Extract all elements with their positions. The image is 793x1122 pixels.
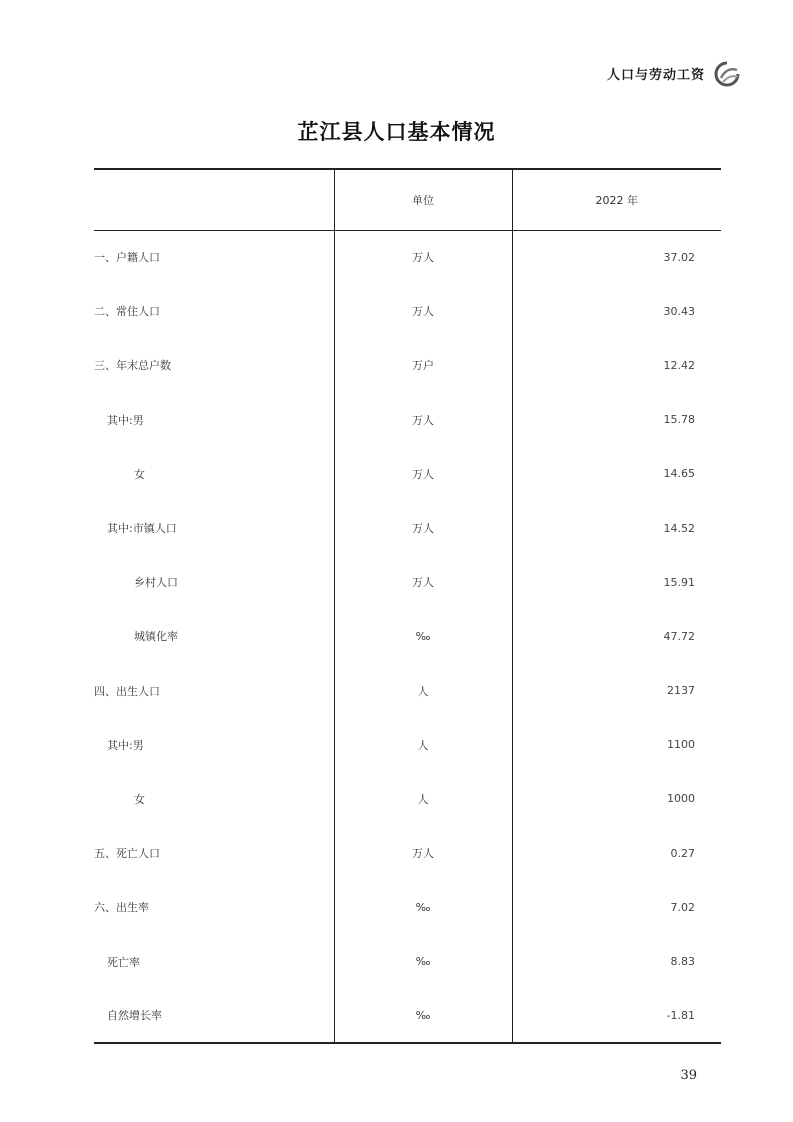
row-label: 死亡率 bbox=[107, 955, 140, 969]
row-value: 7.02 bbox=[670, 900, 695, 914]
table-body bbox=[94, 230, 721, 1043]
table-row bbox=[94, 338, 721, 392]
row-unit: 万人 bbox=[334, 284, 512, 338]
chapter-heading: 人口与劳动工资 bbox=[606, 68, 705, 83]
row-unit: ‰ bbox=[334, 989, 512, 1043]
row-label: 女 bbox=[134, 792, 145, 806]
row-label: 其中:市镇人口 bbox=[107, 522, 177, 536]
row-unit: ‰ bbox=[334, 934, 512, 988]
row-unit: 万人 bbox=[334, 230, 512, 284]
row-unit: ‰ bbox=[334, 880, 512, 934]
population-table bbox=[94, 168, 721, 1044]
row-unit: 人 bbox=[334, 772, 512, 826]
table-row bbox=[94, 447, 721, 501]
header-unit: 单位 bbox=[334, 169, 512, 230]
table-row bbox=[94, 880, 721, 934]
row-label: 一、户籍人口 bbox=[94, 251, 160, 265]
table-header-row bbox=[94, 169, 721, 230]
table-row bbox=[94, 501, 721, 555]
row-value: 30.43 bbox=[663, 304, 695, 318]
row-value: 8.83 bbox=[670, 955, 695, 969]
row-value: 1100 bbox=[667, 738, 695, 752]
table-row bbox=[94, 284, 721, 338]
row-value: 2137 bbox=[667, 684, 695, 698]
row-unit: 万人 bbox=[334, 447, 512, 501]
row-unit: 人 bbox=[334, 718, 512, 772]
circular-swoosh-logo-icon bbox=[713, 60, 741, 88]
row-label: 其中:男 bbox=[107, 413, 144, 427]
table-row bbox=[94, 989, 721, 1043]
row-label: 五、死亡人口 bbox=[94, 847, 160, 861]
page-title: 芷江县人口基本情况 bbox=[297, 119, 496, 144]
row-value: 15.91 bbox=[663, 575, 695, 589]
table-row bbox=[94, 555, 721, 609]
table-row bbox=[94, 393, 721, 447]
table-row bbox=[94, 718, 721, 772]
row-value: 12.42 bbox=[663, 358, 695, 372]
row-value: -1.81 bbox=[512, 989, 721, 1043]
row-value: 37.02 bbox=[663, 250, 695, 264]
row-value: 15.78 bbox=[663, 413, 695, 427]
row-label: 女 bbox=[134, 467, 145, 481]
row-label: 二、常住人口 bbox=[94, 305, 160, 319]
table-row bbox=[94, 934, 721, 988]
row-value: 1000 bbox=[667, 792, 695, 806]
table-row bbox=[94, 772, 721, 826]
row-value: 0.27 bbox=[670, 846, 695, 860]
row-label: 其中:男 bbox=[107, 738, 144, 752]
row-label: 六、出生率 bbox=[94, 901, 149, 915]
row-label: 城镇化率 bbox=[134, 630, 178, 644]
row-value: 14.52 bbox=[663, 521, 695, 535]
table-row bbox=[94, 664, 721, 718]
row-value: 14.65 bbox=[663, 467, 695, 481]
row-label: 乡村人口 bbox=[134, 576, 178, 590]
row-unit: 万户 bbox=[334, 338, 512, 392]
row-unit: 万人 bbox=[334, 393, 512, 447]
page-number: 39 bbox=[680, 1068, 697, 1083]
row-unit: 万人 bbox=[334, 501, 512, 555]
row-unit: ‰ bbox=[334, 609, 512, 663]
row-unit: 万人 bbox=[334, 555, 512, 609]
table-row bbox=[94, 609, 721, 663]
row-label: 四、出生人口 bbox=[94, 684, 160, 698]
table-row bbox=[94, 826, 721, 880]
row-unit: 万人 bbox=[334, 826, 512, 880]
row-value: 47.72 bbox=[663, 629, 695, 643]
row-unit: 人 bbox=[334, 664, 512, 718]
row-label: 自然增长率 bbox=[94, 989, 334, 1043]
table-row bbox=[94, 230, 721, 284]
row-label: 三、年末总户数 bbox=[94, 359, 171, 373]
header-item bbox=[94, 169, 334, 230]
header-year: 2022 年 bbox=[512, 169, 721, 230]
